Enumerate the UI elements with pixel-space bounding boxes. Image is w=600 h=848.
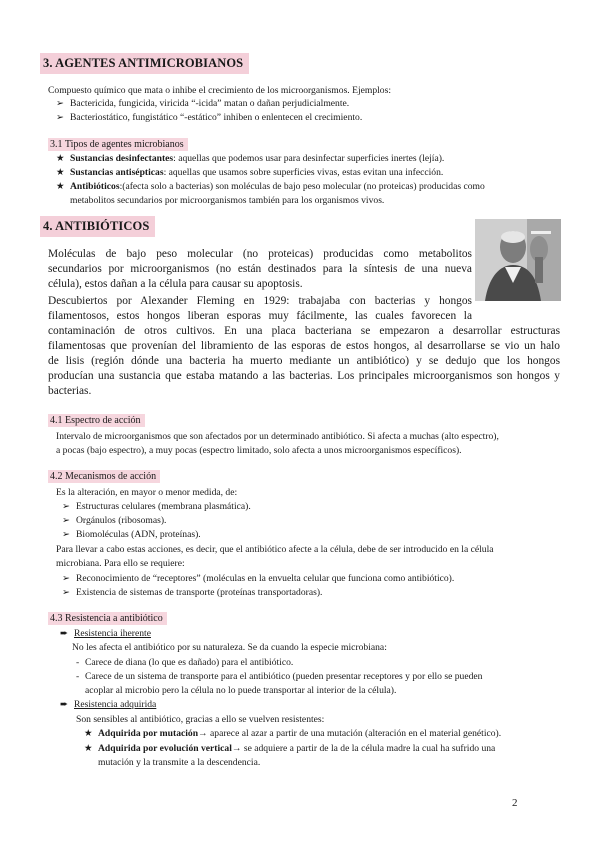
arrowhead-bullet-icon: ➢ xyxy=(62,515,71,526)
mechanism-bullet: ➢ Reconocimiento de “receptores” (moléculas en la envuelta celular que funciona como antibiótico). xyxy=(62,573,455,584)
mechanism-bullet: ➢ Estructuras celulares (membrana plasmática). xyxy=(62,501,251,512)
mechanism-bullet: ➢ Orgánulos (ribosomas). xyxy=(62,515,167,526)
mechanism-para-line: microbiana. Para ello se requiere: xyxy=(56,558,185,569)
star-bullet-icon: ★ xyxy=(84,743,93,754)
acquired-item-cont: mutación y la transmite a la descendencia. xyxy=(98,757,261,768)
agent-type-item: ★ Sustancias antisépticas: aquellas que usamos sobre superficies vivas, estas evitan una infección. xyxy=(56,167,444,178)
arrowhead-bullet-icon: ➢ xyxy=(62,501,71,512)
arrowhead-bullet-icon: ➢ xyxy=(56,112,65,123)
sec4-p2-line: Descubiertos por Alexander Fleming en 1929: trabajaba con bacterias y hongos xyxy=(48,295,472,307)
sec4-p2-line: bacterias. xyxy=(48,385,92,397)
star-bullet-icon: ★ xyxy=(84,728,93,739)
subsection-3-1-heading: 3.1 Tipos de agentes microbianos xyxy=(48,138,188,151)
arrowhead-bullet-icon: ➢ xyxy=(62,573,71,584)
sec3-bullet-1: ➢ Bactericida, fungicida, viricida “-icida” matan o dañan perjudicialmente. xyxy=(56,98,350,109)
inherent-item-cont: acoplar al microbio pero la célula no lo puede transportar al interior de la célula). xyxy=(85,685,397,696)
star-bullet-icon: ★ xyxy=(56,181,65,192)
sec4-p2-line: de lisis (región dónde una bacteria ha muerto mediante un antibiótico) y se dedujo que los hongos xyxy=(48,355,560,367)
acquired-item: ★ Adquirida por evolución vertical→ se adquiere a partir de la de la célula madre la cual ha sufrido una xyxy=(84,743,496,754)
arrowhead-bullet-icon: ➢ xyxy=(56,98,65,109)
agent-type-item: ★ Antibióticos:(afecta solo a bacterias) son moléculas de bajo peso molecular (no proteicas) producidas como xyxy=(56,181,485,192)
inherent-item: - Carece de diana (lo que es dañado) para el antibiótico. xyxy=(76,657,294,668)
sec4-p1-line: Moléculas de bajo peso molecular (no proteicas) producidas como metabolitos xyxy=(48,248,472,260)
mechanism-intro: Es la alteración, en mayor o menor medida, de: xyxy=(56,487,238,498)
spectrum-text-line: a pocas (bajo espectro), a muy pocas (espectro limitado, solo afecta a unos microorganismos específicos). xyxy=(56,445,462,456)
agent-type-item: ★ Sustancias desinfectantes: aquellas que podemos usar para desinfectar superficies inertes (lejía). xyxy=(56,153,445,164)
inherent-resistance-label: ➨ Resistencia iherente xyxy=(60,628,151,639)
page-number: 2 xyxy=(512,797,518,809)
arrowhead-bullet-icon: ➢ xyxy=(62,587,71,598)
sec3-bullet-2: ➢ Bacteriostático, fungistático “-estático” inhiben o enlentecen el crecimiento. xyxy=(56,112,363,123)
acquired-item: ★ Adquirida por mutación→ aparece al azar a partir de una mutación (alteración en el material genético). xyxy=(84,728,502,739)
section-4-heading: 4. ANTIBIÓTICOS xyxy=(40,216,155,237)
section-3-heading: 3. AGENTES ANTIMICROBIANOS xyxy=(40,53,249,74)
sec3-intro: Compuesto químico que mata o inhibe el crecimiento de los microorganismos. Ejemplos: xyxy=(48,85,391,96)
sec4-p2-line: contaminación de otros cultivos. En una placa bacteriana se empezaron a desarrollar estructuras xyxy=(48,325,560,337)
arrowhead-bullet-icon: ➢ xyxy=(62,529,71,540)
sec4-p2-line: filamentosos, estos hongos liberan esporas muy fácilmente, las cuales favorecen la xyxy=(48,310,472,322)
sec4-p1-line: célula), estos dañan a la célula para causar su apoptosis. xyxy=(48,278,303,290)
subsection-4-1-heading: 4.1 Espectro de acción xyxy=(48,414,145,427)
subsection-4-2-heading: 4.2 Mecanismos de acción xyxy=(48,470,160,483)
arrow-right-bullet-icon: ➨ xyxy=(60,628,69,639)
subsection-4-3-heading: 4.3 Resistencia a antibiótico xyxy=(48,612,167,625)
sec4-p1-line: secundarios por microorganismos (no están destinados para la síntesis de una nueva xyxy=(48,263,472,275)
agent-type-item-cont: metabolitos secundarios por microorganismos también para los organismos vivos. xyxy=(70,195,385,206)
mechanism-para-line: Para llevar a cabo estas acciones, es decir, que el antibiótico afecte a la célula, debe de ser introducido en la célula xyxy=(56,544,494,555)
star-bullet-icon: ★ xyxy=(56,167,65,178)
mechanism-bullet: ➢ Biomoléculas (ADN, proteínas). xyxy=(62,529,201,540)
scientist-photo-illustration xyxy=(475,219,561,301)
inherent-item: - Carece de un sistema de transporte para el antibiótico (pueden presentar receptores y por ello se pueden xyxy=(76,671,483,682)
arrow-right-bullet-icon: ➨ xyxy=(60,699,69,710)
inherent-intro: No les afecta el antibiótico por su naturaleza. Se da cuando la especie microbiana: xyxy=(72,642,387,653)
sec4-p2-line: filamentosas que provenían del libramiento de las esporas de estos hongos, al desarrollarse se vio un halo xyxy=(48,340,560,352)
spectrum-text-line: Intervalo de microorganismos que son afectados por un determinado antibiótico. Si afecta a muchas (alto espectro), xyxy=(56,431,499,442)
scientist-photo xyxy=(475,219,561,301)
acquired-intro: Son sensibles al antibiótico, gracias a ello se vuelven resistentes: xyxy=(76,714,325,725)
mechanism-bullet: ➢ Existencia de sistemas de transporte (proteínas transportadoras). xyxy=(62,587,323,598)
sec4-p2-line: producían una sustancia que estaba matando a las bacterias. Los principales microorganismos son hongos y xyxy=(48,370,560,382)
star-bullet-icon: ★ xyxy=(56,153,65,164)
acquired-resistance-label: ➨ Resistencia adquirida xyxy=(60,699,157,710)
